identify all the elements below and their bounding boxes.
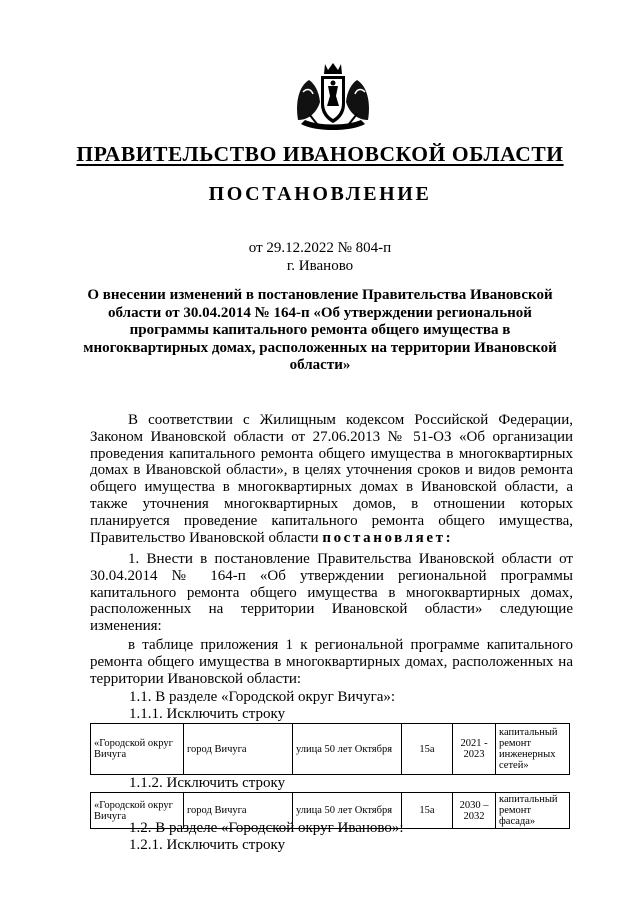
- preamble-paragraph: [90, 412, 573, 546]
- decree-word: постановляет:: [322, 529, 454, 546]
- preamble-text: В соответствии с Жилищным кодексом Российской Федерации, Законом Ивановской области от 27.06.2013 № 51-ОЗ «Об организации проведения капитального ремонта общего имущества в многоквартирных домах в Ивановской области», в целях уточнения сроков и видов ремонта общего имущества в многоквартирных домах в Ивановской области, а также уточнения многоквартирных домов, в отношении которых планируется проведение капитального ремонта общего имущества, Правительство Ивановской области: [90, 412, 573, 546]
- cell-district: «Городской округ Вичуга: [91, 724, 184, 775]
- item-1-paragraph: [90, 551, 573, 635]
- table-appendix-text: в таблице приложения 1 к региональной программе капитального ремонта общего имущества в многоквартирных домах, расположенных на территории Ивановской области:: [90, 637, 573, 687]
- document-type: ПОСТАНОВЛЕНИЕ: [208, 183, 432, 205]
- government-title: ПРАВИТЕЛЬСТВО ИВАНОВСКОЙ ОБЛАСТИ: [76, 142, 564, 166]
- cell-period: 2030 – 2032: [453, 793, 496, 829]
- cell-house: 15а: [402, 793, 453, 829]
- excluded-row-table-1: [90, 723, 570, 775]
- document-city: г. Иваново: [286, 258, 354, 274]
- cell-work: капитальный ремонт инженерных сетей»: [496, 724, 570, 775]
- cell-work: капитальный ремонт фасада»: [496, 793, 570, 829]
- item-1-1-1: 1.1.1. Исключить строку: [129, 706, 286, 722]
- item-1-text: 1. Внести в постановление Правительства Ивановской области от 30.04.2014 № 164-п «Об утверждении региональной программы капитального ремонта общего имущества в многоквартирных домах, расположенных на территории Ивановской области» следующие изменения:: [90, 551, 573, 635]
- item-1-2: 1.2. В разделе «Городской округ Иваново»:: [129, 820, 404, 836]
- cell-city: город Вичуга: [184, 724, 293, 775]
- item-1-1-2: 1.1.2. Исключить строку: [129, 775, 286, 791]
- item-1-1: 1.1. В разделе «Городской округ Вичуга»:: [129, 689, 396, 705]
- cell-street: улица 50 лет Октября: [293, 793, 402, 829]
- document-subject: О внесении изменений в постановление Правительства Ивановской области от 30.04.2014 № 164-п «Об утверждении региональной программы капитального ремонта общего имущества в многоквартирных домах, расположенных на территории Ивановской области»: [83, 287, 557, 374]
- item-1-2-1: 1.2.1. Исключить строку: [129, 837, 286, 853]
- cell-period: 2021 - 2023: [453, 724, 496, 775]
- ivanovo-coat-of-arms-icon: [295, 62, 371, 134]
- cell-house: 15а: [402, 724, 453, 775]
- cell-district: «Городской округ Вичуга: [91, 793, 184, 829]
- cell-city: город Вичуга: [184, 793, 293, 829]
- table-appendix-paragraph: [90, 637, 573, 687]
- table-row: [91, 724, 570, 775]
- cell-street: улица 50 лет Октября: [293, 724, 402, 775]
- document-date-number: от 29.12.2022 № 804-п: [248, 240, 392, 256]
